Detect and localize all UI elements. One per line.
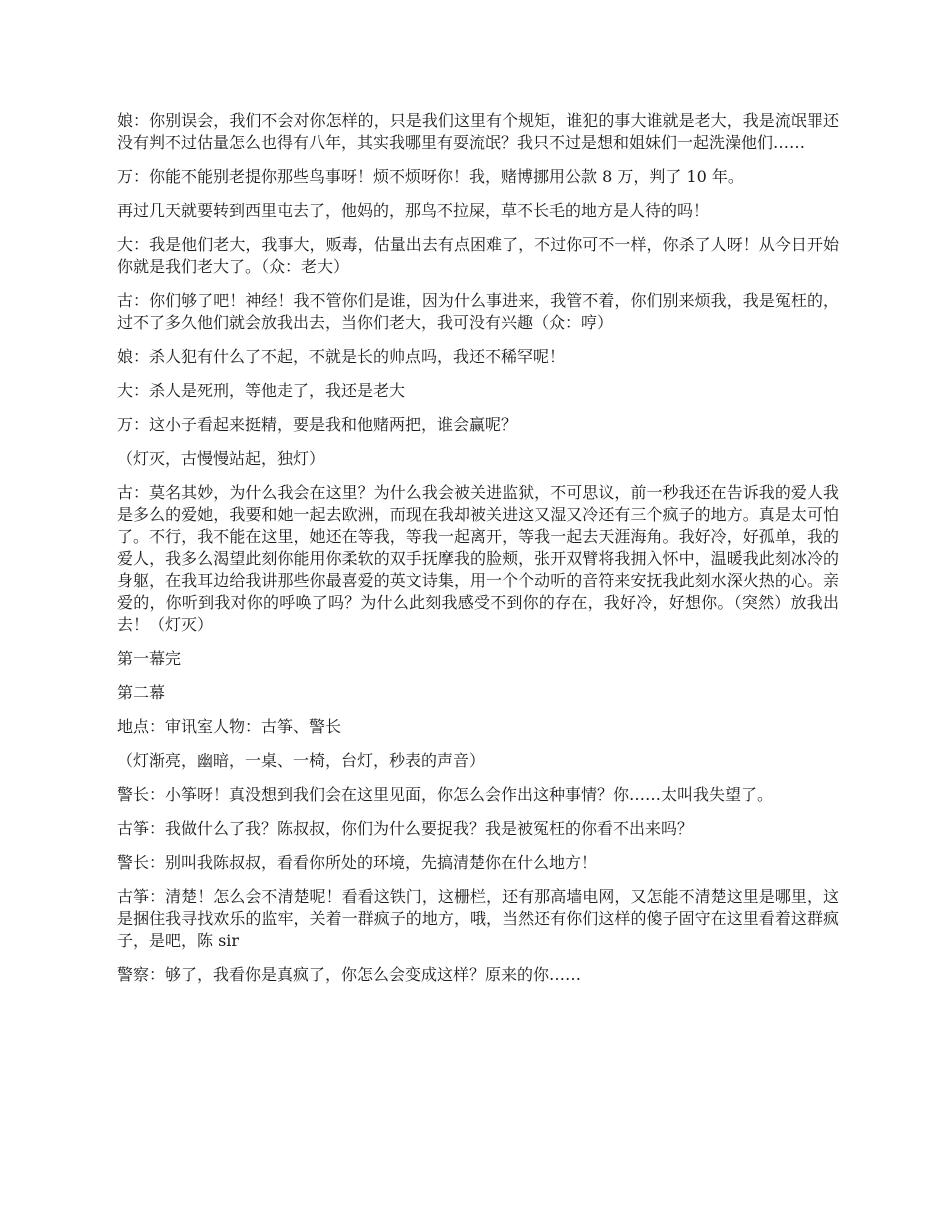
- paragraph: 娘：你别误会，我们不会对你怎样的，只是我们这里有个规矩，谁犯的事大谁就是老大，我是流氓罪还没有判不过估量怎么也得有八年，其实我哪里有耍流氓？我只不过是想和姐妹们一起洗澡他们……: [117, 111, 839, 152]
- paragraph: 再过几天就要转到西里屯去了，他妈的，那鸟不拉屎，草不长毛的地方是人待的吗！: [117, 201, 710, 220]
- scene-setting: 地点：审讯室人物：古筝、警长: [117, 717, 342, 736]
- act-heading: 第二幕: [117, 683, 166, 702]
- paragraph: 大：我是他们老大，我事大，贩毒，估量出去有点困难了，不过你可不一样，你杀了人呀！从今日开始你就是我们老大了。（众：老大）: [117, 235, 839, 276]
- paragraph: 娘：杀人犯有什么了不起，不就是长的帅点吗，我还不稀罕呢！: [117, 347, 566, 366]
- paragraph: 古：你们够了吧！神经！我不管你们是谁，因为什么事进来，我管不着，你们别来烦我，我是冤枉的，过不了多久他们就会放我出去，当你们老大，我可没有兴趣（众：哼）: [117, 291, 839, 332]
- stage-direction: （灯灭，古慢慢站起，独灯）: [117, 449, 326, 468]
- paragraph: 大：杀人是死刑，等他走了，我还是老大: [117, 381, 406, 400]
- document-body: [117, 110, 839, 998]
- stage-direction: （灯渐亮，幽暗，一桌、一椅，台灯，秒表的声音）: [117, 751, 486, 770]
- paragraph: 万：这小子看起来挺精，要是我和他赌两把，谁会赢呢？: [117, 415, 518, 434]
- paragraph: 警长：小筝呀！真没想到我们会在这里见面，你怎么会作出这种事情？你……太叫我失望了。: [117, 785, 774, 804]
- act-end-heading: 第一幕完: [117, 649, 182, 668]
- paragraph: 万：你能不能别老提你那些鸟事呀！烦不烦呀你！我，赌博挪用公款 8 万，判了 10 年。: [117, 167, 744, 186]
- paragraph: 古筝：我做什么了我？陈叔叔，你们为什么要捉我？我是被冤枉的你看不出来吗？: [117, 819, 694, 838]
- paragraph: 古筝：清楚！怎么会不清楚呢！看看这铁门，这栅栏，还有那高墙电网，又怎能不清楚这里是哪里，这是捆住我寻找欢乐的监牢，关着一群疯子的地方，哦，当然还有你们这样的傻子固守在这里看着这群疯子，是吧，陈 sir: [117, 887, 839, 950]
- paragraph: 警察：够了，我看你是真疯了，你怎么会变成这样？原来的你……: [117, 965, 582, 984]
- paragraph: 古：莫名其妙，为什么我会在这里？为什么我会被关进监狱，不可思议，前一秒我还在告诉我的爱人我是多么的爱她，我要和她一起去欧洲，而现在我却被关进这又湿又冷还有三个疯子的地方。真是太可怕了。不行，我不能在这里，她还在等我，等我一起离开，等我一起去天涯海角。我好冷，好孤单，我的爱人，我多么渴望此刻你能用你柔软的双手抚摩我的脸颊，张开双臂将我拥入怀中，温暖我此刻冰冷的身躯，在我耳边给我讲那些你最喜爱的英文诗集，用一个个动听的音符来安抚我此刻水深火热的心。亲爱的，你听到我对你的呼唤了吗？为什么此刻我感受不到你的存在，我好冷，好想你。（突然）放我出去！（灯灭）: [117, 483, 839, 634]
- paragraph: 警长：别叫我陈叔叔，看看你所处的环境，先搞清楚你在什么地方！: [117, 853, 598, 872]
